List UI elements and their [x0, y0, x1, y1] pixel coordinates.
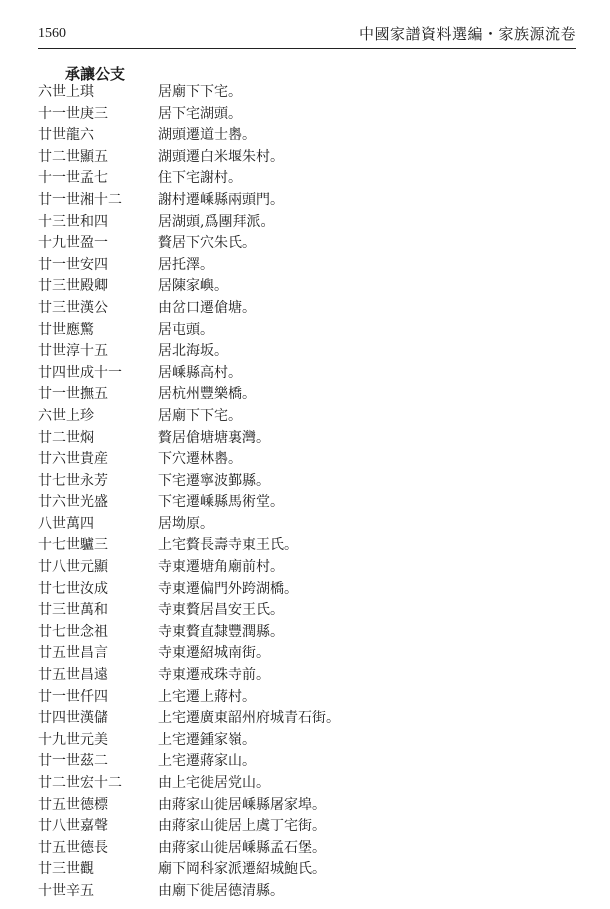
entry-generation-name: 廿一世茲二: [38, 753, 108, 770]
entry-residence-note: 寺東贅居昌安王氏。: [158, 602, 284, 619]
genealogy-entry: [38, 82, 578, 104]
entry-residence-note: 居湖頭,爲團拜派。: [158, 213, 275, 230]
entry-generation-name: 廿四世漢儲: [38, 710, 108, 727]
entry-residence-note: 上宅遷鍾家嶺。: [158, 731, 256, 748]
entry-generation-name: 廿八世嘉聲: [38, 818, 108, 835]
genealogy-entry: [38, 341, 578, 363]
genealogy-entry: [38, 535, 578, 557]
entry-generation-name: 廿世應驚: [38, 321, 94, 338]
running-title: 中國家譜資料選編・家族源流卷: [358, 25, 576, 43]
entry-generation-name: 廿六世光盛: [38, 494, 108, 511]
entry-residence-note: 寺東遷偏門外跨湖橋。: [158, 580, 298, 597]
entry-residence-note: 上宅遷上蔣村。: [158, 688, 256, 705]
entry-generation-name: 廿二世宏十二: [38, 775, 122, 791]
genealogy-entry: [38, 751, 578, 773]
genealogy-entry: [38, 255, 578, 277]
entry-residence-note: 寺東遷紹城南街。: [158, 645, 270, 662]
entry-generation-name: 十三世和四: [38, 213, 108, 230]
entry-generation-name: 廿一世安四: [38, 256, 108, 273]
genealogy-entry: [38, 687, 578, 709]
page-number: 1560: [38, 26, 66, 41]
genealogy-entry: [38, 795, 578, 817]
entry-residence-note: 上宅遷蔣家山。: [158, 753, 256, 770]
genealogy-entry: [38, 730, 578, 752]
entry-residence-note: 下宅遷寧波鄞縣。: [158, 472, 270, 489]
genealogy-entry: [38, 276, 578, 298]
entry-generation-name: 廿四世成十一: [38, 364, 122, 381]
entry-residence-note: 寺東遷戒珠寺前。: [158, 667, 270, 684]
entry-generation-name: 廿三世觀: [38, 861, 94, 878]
genealogy-entry: [38, 708, 578, 730]
entry-residence-note: 由蔣家山徙居嵊縣屠家埠。: [158, 796, 326, 813]
entry-generation-name: 十一世庚三: [38, 105, 108, 122]
genealogy-entry: [38, 557, 578, 579]
genealogy-entry: [38, 104, 578, 126]
entry-generation-name: 八世萬四: [38, 515, 94, 532]
entry-generation-name: 六世上琪: [38, 84, 94, 100]
entry-generation-name: 廿二世焖: [38, 429, 94, 446]
entry-generation-name: 廿二世顯五: [38, 148, 108, 165]
genealogy-entry: [38, 147, 578, 169]
entry-residence-note: 居廟下下宅。: [158, 84, 242, 100]
entry-residence-note: 贅居傖塘塘裏灣。: [158, 429, 270, 446]
genealogy-entry: [38, 233, 578, 255]
entry-generation-name: 廿世淳十五: [38, 343, 108, 360]
entry-generation-name: 廿一世撫五: [38, 386, 108, 403]
entry-residence-note: 由上宅徙居党山。: [158, 775, 270, 791]
entry-residence-note: 下宅遷嵊縣馬術堂。: [158, 494, 284, 511]
entry-residence-note: 上宅遷廣東韶州府城青石街。: [158, 710, 340, 727]
entry-residence-note: 湖頭遷道士嶴。: [158, 127, 256, 144]
entry-residence-note: 湖頭遷白米堰朱村。: [158, 148, 284, 165]
genealogy-entry: [38, 643, 578, 665]
genealogy-entry: [38, 600, 578, 622]
entry-residence-note: 居屯頭。: [158, 321, 214, 338]
entry-residence-note: 下穴遷林嶴。: [158, 451, 242, 468]
genealogy-entry: [38, 384, 578, 406]
entry-residence-note: 謝村遷嵊縣兩頭門。: [158, 191, 284, 208]
entry-generation-name: 廿三世殿卿: [38, 278, 108, 295]
entry-residence-note: 上宅贅長壽寺東王氏。: [158, 537, 298, 554]
entry-generation-name: 廿五世德標: [38, 796, 108, 813]
entry-residence-note: 居托澤。: [158, 256, 214, 273]
genealogy-entry: [38, 190, 578, 212]
entry-residence-note: 由蔣家山徙居嵊縣孟石堡。: [158, 839, 326, 856]
entry-generation-name: 十一世孟七: [38, 170, 108, 187]
entry-residence-note: 居坳原。: [158, 515, 214, 532]
entry-generation-name: 廿七世永芳: [38, 472, 108, 489]
entry-generation-name: 廿世龍六: [38, 127, 94, 144]
entry-residence-note: 居下宅湖頭。: [158, 105, 242, 122]
genealogy-entry: [38, 428, 578, 450]
entry-residence-note: 居杭州豐樂橋。: [158, 386, 256, 403]
genealogy-entry: [38, 859, 578, 881]
entry-residence-note: 居陳家嶼。: [158, 278, 228, 295]
entry-residence-note: 由蔣家山徙居上虞丁宅街。: [158, 818, 326, 835]
entry-generation-name: 廿一世湘十二: [38, 191, 122, 208]
entry-residence-note: 居廟下下宅。: [158, 407, 242, 424]
entry-generation-name: 廿六世貴産: [38, 451, 108, 468]
genealogy-entry: [38, 514, 578, 536]
entry-generation-name: 廿三世漢公: [38, 299, 108, 316]
genealogy-entry: [38, 471, 578, 493]
entry-generation-name: 廿八世元顯: [38, 559, 108, 576]
genealogy-entry: [38, 449, 578, 471]
genealogy-entry: [38, 212, 578, 234]
entry-generation-name: 廿一世仟四: [38, 688, 108, 705]
genealogy-entry: [38, 492, 578, 514]
header-rule: [38, 48, 576, 49]
entry-generation-name: 十九世元美: [38, 731, 108, 748]
section-heading: 承讓公支: [65, 65, 126, 83]
genealogy-entry: [38, 125, 578, 147]
entry-generation-name: 廿五世德長: [38, 839, 108, 856]
genealogy-entry: [38, 665, 578, 687]
entry-residence-note: 居嵊縣高村。: [158, 364, 242, 381]
entry-generation-name: 廿五世昌言: [38, 645, 108, 662]
entry-generation-name: 廿七世汝成: [38, 580, 108, 597]
entry-residence-note: 贅居下穴朱氏。: [158, 235, 256, 252]
genealogy-entry: [38, 838, 578, 860]
entry-residence-note: 廟下岡科家派遷紹城鮑氏。: [158, 861, 326, 878]
genealogy-entry-list: [38, 82, 578, 903]
entry-residence-note: 住下宅謝村。: [158, 170, 242, 187]
entry-generation-name: 十世辛五: [38, 882, 94, 899]
genealogy-entry: [38, 773, 578, 795]
entry-residence-note: 由廟下徙居德清縣。: [158, 882, 284, 899]
entry-generation-name: 廿三世萬和: [38, 602, 108, 619]
genealogy-entry: [38, 168, 578, 190]
entry-generation-name: 十九世盈一: [38, 235, 108, 252]
genealogy-entry: [38, 881, 578, 903]
genealogy-entry: [38, 363, 578, 385]
genealogy-entry: [38, 298, 578, 320]
entry-generation-name: 六世上珍: [38, 407, 94, 424]
entry-residence-note: 由岔口遷傖塘。: [158, 299, 256, 316]
entry-residence-note: 寺東遷塘角廟前村。: [158, 559, 284, 576]
entry-generation-name: 廿五世昌遠: [38, 667, 108, 684]
entry-residence-note: 寺東贅直隸豐潤縣。: [158, 623, 284, 640]
genealogy-entry: [38, 816, 578, 838]
genealogy-entry: [38, 579, 578, 601]
entry-generation-name: 十七世驢三: [38, 537, 108, 554]
entry-generation-name: 廿七世念祖: [38, 623, 108, 640]
genealogy-entry: [38, 406, 578, 428]
genealogy-entry: [38, 320, 578, 342]
genealogy-entry: [38, 622, 578, 644]
entry-residence-note: 居北海坂。: [158, 343, 228, 360]
page-header: [38, 22, 576, 46]
